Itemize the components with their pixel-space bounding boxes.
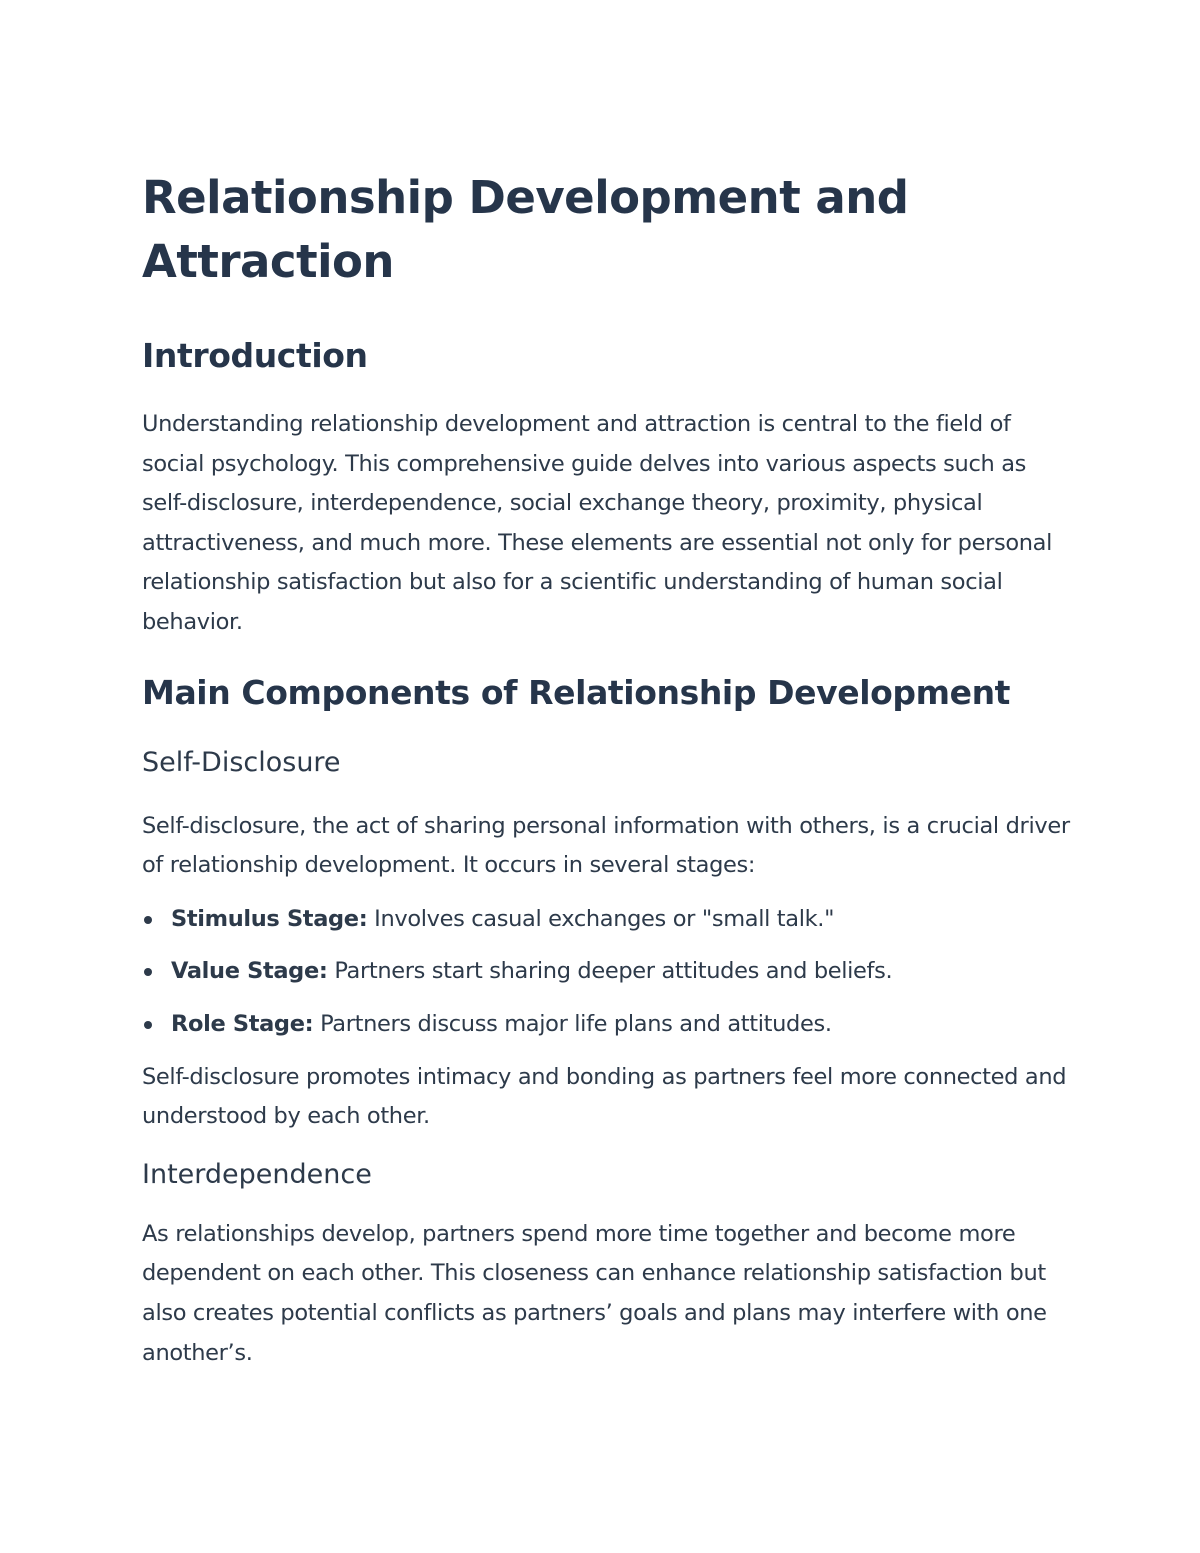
document-title: Relationship Development and Attraction bbox=[142, 171, 909, 288]
list-item bbox=[142, 952, 1072, 992]
list-item bbox=[142, 900, 1072, 940]
stage-description: Involves casual exchanges or "small talk." bbox=[374, 905, 835, 932]
document-page bbox=[142, 166, 1072, 1373]
self-disclosure-paragraph: Self-disclosure, the act of sharing personal information with others, is a crucial driver of relationship development. It occurs in several stages: bbox=[142, 812, 1070, 879]
self-disclosure-stages-list bbox=[142, 900, 1072, 1045]
interdependence-heading: Interdependence bbox=[142, 1158, 372, 1190]
stage-description: Partners start sharing deeper attitudes and beliefs. bbox=[334, 958, 893, 985]
bullet-icon bbox=[144, 968, 152, 976]
introduction-heading: Introduction bbox=[142, 336, 368, 375]
bullet-icon bbox=[144, 916, 152, 924]
self-disclosure-heading: Self-Disclosure bbox=[142, 746, 341, 778]
introduction-paragraph: Understanding relationship development and attraction is central to the field of social psychology. This comprehensive guide delves into various aspects such as self-disclosure, interdependence, social exchange theory, proximity, physical attractiveness, and much more. These elements are essential not only for personal relationship satisfaction but also for a scientific understanding of human social behavior. bbox=[142, 411, 1053, 635]
list-item bbox=[142, 1005, 1072, 1045]
stage-term: Value Stage: bbox=[171, 958, 328, 985]
bullet-icon bbox=[144, 1021, 152, 1029]
stage-term: Stimulus Stage: bbox=[171, 905, 368, 932]
interdependence-paragraph: As relationships develop, partners spend more time together and become more dependent on each other. This closeness can enhance relationship satisfaction but also creates potential conflicts as partners’ goals and plans may interfere with one another’s. bbox=[142, 1220, 1047, 1366]
self-disclosure-outro-paragraph: Self-disclosure promotes intimacy and bonding as partners feel more connected and understood by each other. bbox=[142, 1063, 1067, 1130]
stage-description: Partners discuss major life plans and attitudes. bbox=[320, 1010, 832, 1037]
stage-term: Role Stage: bbox=[171, 1010, 314, 1037]
main-components-heading: Main Components of Relationship Development bbox=[142, 672, 1011, 712]
